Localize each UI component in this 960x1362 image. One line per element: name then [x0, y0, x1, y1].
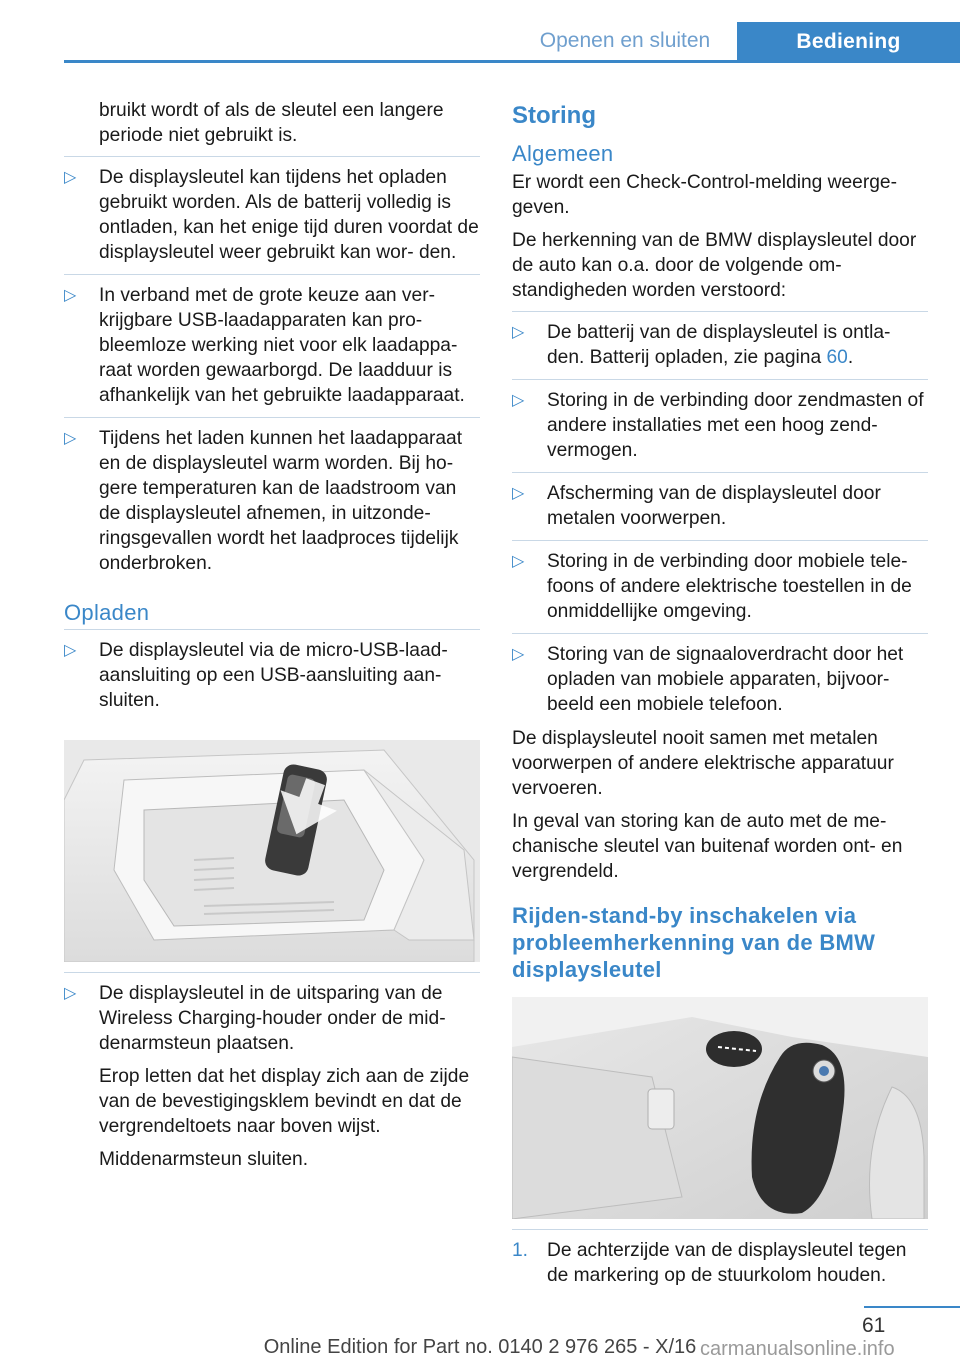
- list-item: ▷ Storing in de verbinding door mobiele tele‐ foons of andere elektrische toestellen in de onmiddellijke omgeving.: [512, 540, 928, 633]
- wireless-charging-tray-illustration: [64, 740, 480, 962]
- charging-notes-list: [64, 156, 480, 585]
- triangle-right-icon: ▷: [64, 985, 77, 1002]
- paragraph: Er wordt een Check-Control-melding weerge‐ geven.: [512, 172, 897, 218]
- list-item: ▷ Afscherming van de displaysleutel door metalen voorwerpen.: [512, 472, 928, 540]
- list-item: ▷ Storing van de signaaloverdracht door het opladen van mobiele apparaten, bijvoor‐ beeld een mobiele telefoon.: [512, 633, 928, 726]
- list-item: 1. De achterzijde van de displaysleutel tegen de markering op de stuurkolom houden.: [512, 1229, 928, 1297]
- triangle-right-icon: ▷: [64, 169, 77, 186]
- triangle-right-icon: ▷: [64, 287, 77, 304]
- right-column: [512, 98, 928, 1297]
- header-rule: [64, 60, 960, 63]
- standby-steps-list: [512, 1229, 928, 1297]
- watermark: carmanualsonline.info: [700, 1338, 895, 1360]
- triangle-right-icon: ▷: [64, 430, 77, 447]
- list-item: ▷ In verband met de grote keuze aan ver‐ krijgbare USB-laadapparaten kan pro‐ bleemloze werking niet voor elk laadappa‐ raat worden gewaarborgd. De laadduur is afhankelijk van het gebruikte laadapparaat.: [64, 274, 480, 417]
- triangle-right-icon: ▷: [512, 485, 525, 502]
- running-header-section: Openen en sluiten: [539, 29, 711, 52]
- running-header-tab: Bediening: [737, 22, 960, 62]
- list-item: ▷ Storing in de verbinding door zendmasten of andere installaties met een hoog zend‐ vermogen.: [512, 379, 928, 472]
- left-column: [64, 98, 480, 1181]
- disturbance-causes-list: [512, 311, 928, 726]
- page-number: 61: [862, 1314, 886, 1337]
- list-item: ▷ De displaysleutel kan tijdens het opladen gebruikt worden. Als de batterij volledig is ontladen, kan het enige tijd duren voordat de displaysleutel weer gebruikt kan wor‐ den.: [64, 156, 480, 274]
- storing-heading: Storing: [512, 102, 596, 129]
- algemeen-heading: Algemeen: [512, 141, 614, 166]
- triangle-right-icon: ▷: [512, 646, 525, 663]
- paragraph: In geval van storing kan de auto met de me‐ chanische sleutel van buitenaf worden ont- en vergrendeld.: [512, 811, 903, 882]
- edition-footer: Online Edition for Part no. 0140 2 976 265 - X/16: [263, 1336, 697, 1358]
- page-reference-link[interactable]: 60: [826, 347, 848, 368]
- display-key-on-steering-column-illustration: [512, 997, 928, 1219]
- list-item: ▷ Tijdens het laden kunnen het laadapparaat en de displaysleutel warm worden. Bij ho‐ gere temperaturen kan de laadstroom van de displaysleutel afnemen, in uitzonde‐ ringsgevallen wordt het laadproces tijdelijk onderbroken.: [64, 417, 480, 585]
- footer-rule: [864, 1306, 960, 1308]
- list-item: ▷ De batterij van de displaysleutel is ontla‐ den. Batterij opladen, zie pagina 60.: [512, 311, 928, 379]
- step-number: 1.: [512, 1240, 529, 1261]
- opladen-heading: Opladen: [64, 600, 150, 625]
- triangle-right-icon: ▷: [64, 642, 77, 659]
- opladen-list: [64, 629, 480, 722]
- triangle-right-icon: ▷: [512, 553, 525, 570]
- wireless-charging-list: [64, 972, 480, 1181]
- triangle-right-icon: ▷: [512, 324, 525, 341]
- list-item: ▷ De displaysleutel in de uitsparing van de Wireless Charging-houder onder de mid‐ denarmsteun plaatsen. Erop letten dat het display zich aan de zijde van de bevestigingsklem bevindt en dat de vergrendeltoets naar boven wijst. Middenarmsteun sluiten.: [64, 972, 480, 1181]
- standby-heading: Rijden-stand-by inschakelen via probleemherkenning van de BMW displaysleutel: [512, 903, 876, 982]
- list-item: ▷ De displaysleutel via de micro-USB-laad‐ aansluiting op een USB-aansluiting aan‐ sluiten.: [64, 629, 480, 722]
- paragraph: De herkenning van de BMW displaysleutel door de auto kan o.a. door de volgende om‐ standigheden worden verstoord:: [512, 230, 917, 301]
- paragraph: De displaysleutel nooit samen met metalen voorwerpen of andere elektrische apparatuur vervoeren.: [512, 728, 894, 799]
- continued-text: bruikt wordt of als de sleutel een langere periode niet gebruikt is.: [99, 100, 444, 146]
- triangle-right-icon: ▷: [512, 392, 525, 409]
